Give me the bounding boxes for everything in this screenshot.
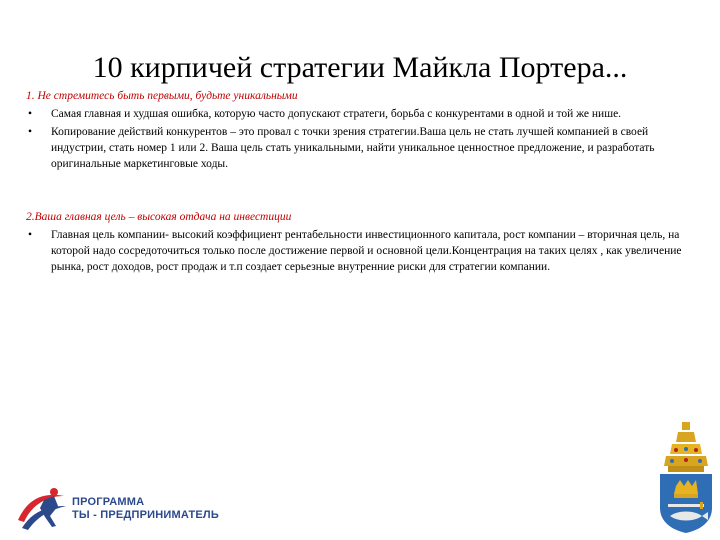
program-logo [14,486,219,532]
section-heading-2: 2.Ваша главная цель – высокая отдача на инвестиции [26,211,292,223]
bullet-marker: • [28,108,33,120]
section-2-bullets [26,227,698,275]
section-1-bullets [26,106,698,172]
bullet-item [26,227,698,275]
bullet-text: Главная цель компании- высокий коэффициент рентабельности инвестиционного капитала, рост компании – вторичная цель, на которой надо сосредоточиться только после достижение первой и основной цели.Концентрация на таких целях , как увеличение рынка, рост доходов, рост продаж и т.п создает серьезные внутренние риски для стратегии компании. [51,229,682,273]
bullet-item [26,124,698,172]
program-logo-line1: ПРОГРАММА [72,496,145,508]
slide-content [26,88,698,275]
bullet-marker: • [28,126,33,138]
bullet-text: Копирование действий конкурентов – это провал с точки зрения стратегии.Ваша цель не стать лучшей компанией в своей индустрии, стать номер 1 или 2. Ваша цель стать уникальными, найти уникальное ценностное предложение, и разработать оригинальные маркетинговые ходы. [51,126,655,170]
program-logo-line2: ТЫ - ПРЕДПРИНИМАТЕЛЬ [72,509,219,521]
runner-swoosh-icon [14,486,70,532]
astrakhan-coat-of-arms-icon [656,420,716,535]
bullet-item [26,106,698,122]
program-logo-text [72,496,219,522]
section-heading-1: 1. Не стремитесь быть первыми, будьте уникальными [26,90,298,102]
bullet-marker: • [28,229,33,241]
slide-title: 10 кирпичей стратегии Майкла Портера... [92,51,628,85]
bullet-text: Самая главная и худшая ошибка, которую часто допускают стратеги, борьба с конкурентами в одной и той же нише. [51,108,622,120]
